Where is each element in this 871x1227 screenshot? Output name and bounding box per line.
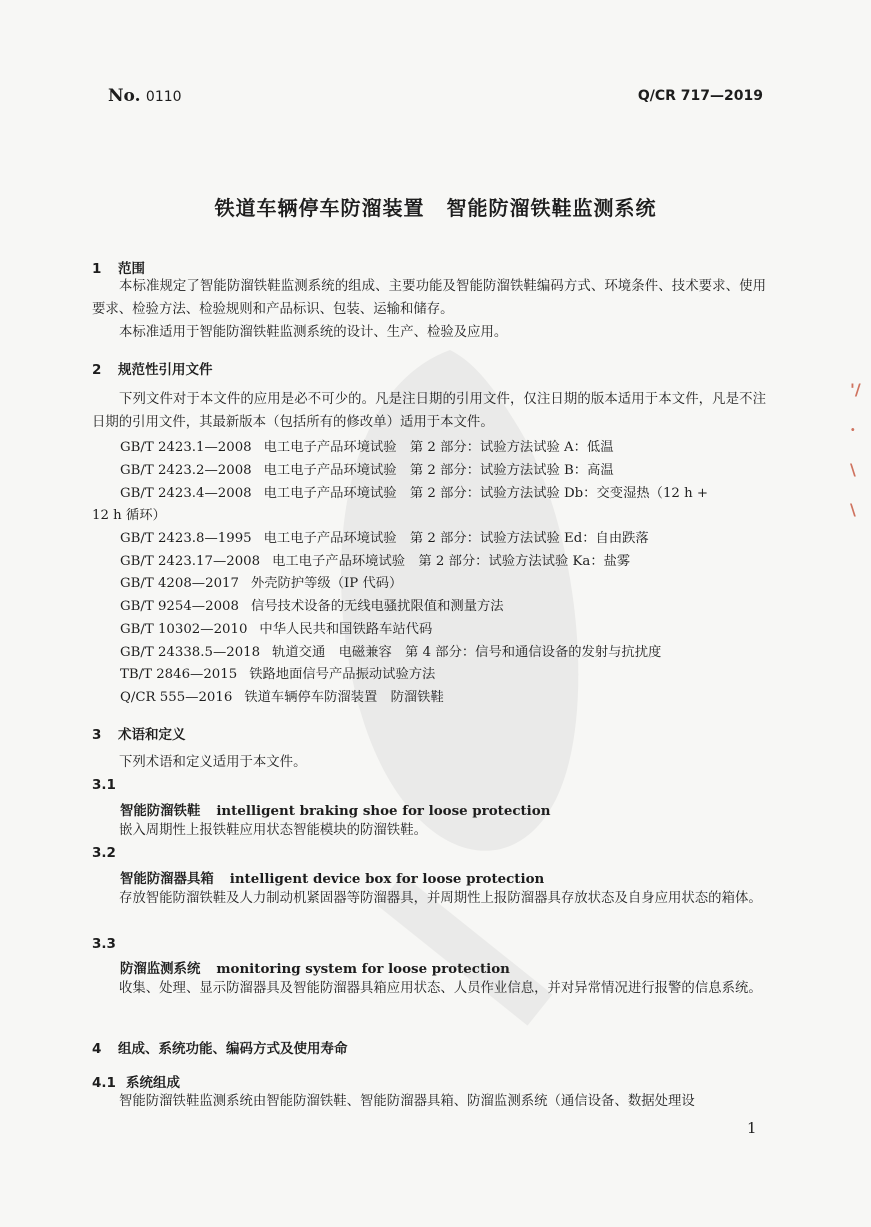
term-heading: 防溜监测系统 monitoring system for loose protection [120, 961, 510, 977]
term-definition: 收集、处理、显示防溜器具及智能防溜器具箱应用状态、人员作业信息，并对异常情况进行报警的信息系统。 [119, 981, 762, 996]
reference-item: GB/T 9254—2008 信号技术设备的无线电骚扰限值和测量方法 [120, 599, 504, 614]
section-1-paragraph-2: 本标准适用于智能防溜铁鞋监测系统的设计、生产、检验及应用。 [119, 325, 508, 340]
subsection-4-1-text: 智能防溜铁鞋监测系统由智能防溜铁鞋、智能防溜器具箱、防溜监测系统（通信设备、数据处理设 [119, 1094, 695, 1109]
title-part1: 铁道车辆停车防溜装置 [214, 196, 425, 220]
term-definition: 存放智能防溜铁鞋及人力制动机紧固器等防溜器具，并周期性上报防溜器具存放状态及自身应用状态的箱体。 [119, 891, 762, 906]
term-number: 3.2 [92, 845, 116, 861]
term-number: 3.1 [92, 777, 116, 793]
term-heading: 智能防溜铁鞋 intelligent braking shoe for loose protection [120, 803, 551, 819]
standard-code: Q/CR 717—2019 [637, 88, 763, 104]
reference-item: GB/T 2423.1—2008 电工电子产品环境试验 第 2 部分：试验方法试验 A：低温 [120, 440, 614, 455]
number-value: 0110 [145, 89, 182, 105]
reference-item: GB/T 2423.4—2008 电工电子产品环境试验 第 2 部分：试验方法试验 Db：交变湿热（12 h + [120, 486, 709, 501]
term-heading: 智能防溜器具箱 intelligent device box for loose protection [120, 871, 545, 887]
reference-item: GB/T 10302—2010 中华人民共和国铁路车站代码 [120, 622, 433, 637]
section-3-intro: 下列术语和定义适用于本文件。 [119, 755, 307, 770]
page-number: 1 [747, 1119, 757, 1137]
reference-item: GB/T 2423.17—2008 电工电子产品环境试验 第 2 部分：试验方法试验 Ka：盐雾 [120, 554, 631, 569]
reference-item: GB/T 2423.2—2008 电工电子产品环境试验 第 2 部分：试验方法试验 B：高温 [120, 463, 614, 478]
section-2-heading: 2 规范性引用文件 [92, 362, 213, 378]
section-1-paragraph-1: 本标准规定了智能防溜铁鞋监测系统的组成、主要功能及智能防溜铁鞋编码方式、环境条件、技术要求、使用要求、检验方法、检验规则和产品标识、包装、运输和储存。 [92, 279, 766, 317]
document-title [0, 192, 871, 221]
term-number: 3.3 [92, 936, 116, 952]
term-definition: 嵌入周期性上报铁鞋应用状态智能模块的防溜铁鞋。 [119, 823, 427, 838]
reference-item: GB/T 4208—2017 外壳防护等级（IP 代码） [120, 576, 403, 591]
section-2-intro: 下列文件对于本文件的应用是必不可少的。凡是注日期的引用文件，仅注日期的版本适用于本文件，凡是不注日期的引用文件，其最新版本（包括所有的修改单）适用于本文件。 [92, 392, 766, 430]
document-number [108, 86, 182, 106]
reference-item: GB/T 2423.8—1995 电工电子产品环境试验 第 2 部分：试验方法试验 Ed：自由跌落 [120, 531, 649, 546]
reference-item-continuation: 12 h 循环） [92, 508, 166, 523]
section-3-heading: 3 术语和定义 [92, 727, 186, 743]
subsection-4-1-heading: 4.1 系统组成 [92, 1075, 180, 1091]
reference-item: GB/T 24338.5—2018 轨道交通 电磁兼容 第 4 部分：信号和通信设备的发射与抗扰度 [120, 645, 662, 660]
number-label: No. [108, 86, 141, 106]
reference-item: Q/CR 555—2016 铁道车辆停车防溜装置 防溜铁鞋 [120, 690, 444, 705]
section-1-heading: 1 范围 [92, 261, 145, 277]
margin-stamp-marks: '/ · \ \ [850, 380, 861, 519]
reference-item: TB/T 2846—2015 铁路地面信号产品振动试验方法 [120, 667, 436, 682]
title-part2: 智能防溜铁鞋监测系统 [446, 196, 657, 220]
section-4-heading: 4 组成、系统功能、编码方式及使用寿命 [92, 1041, 348, 1057]
